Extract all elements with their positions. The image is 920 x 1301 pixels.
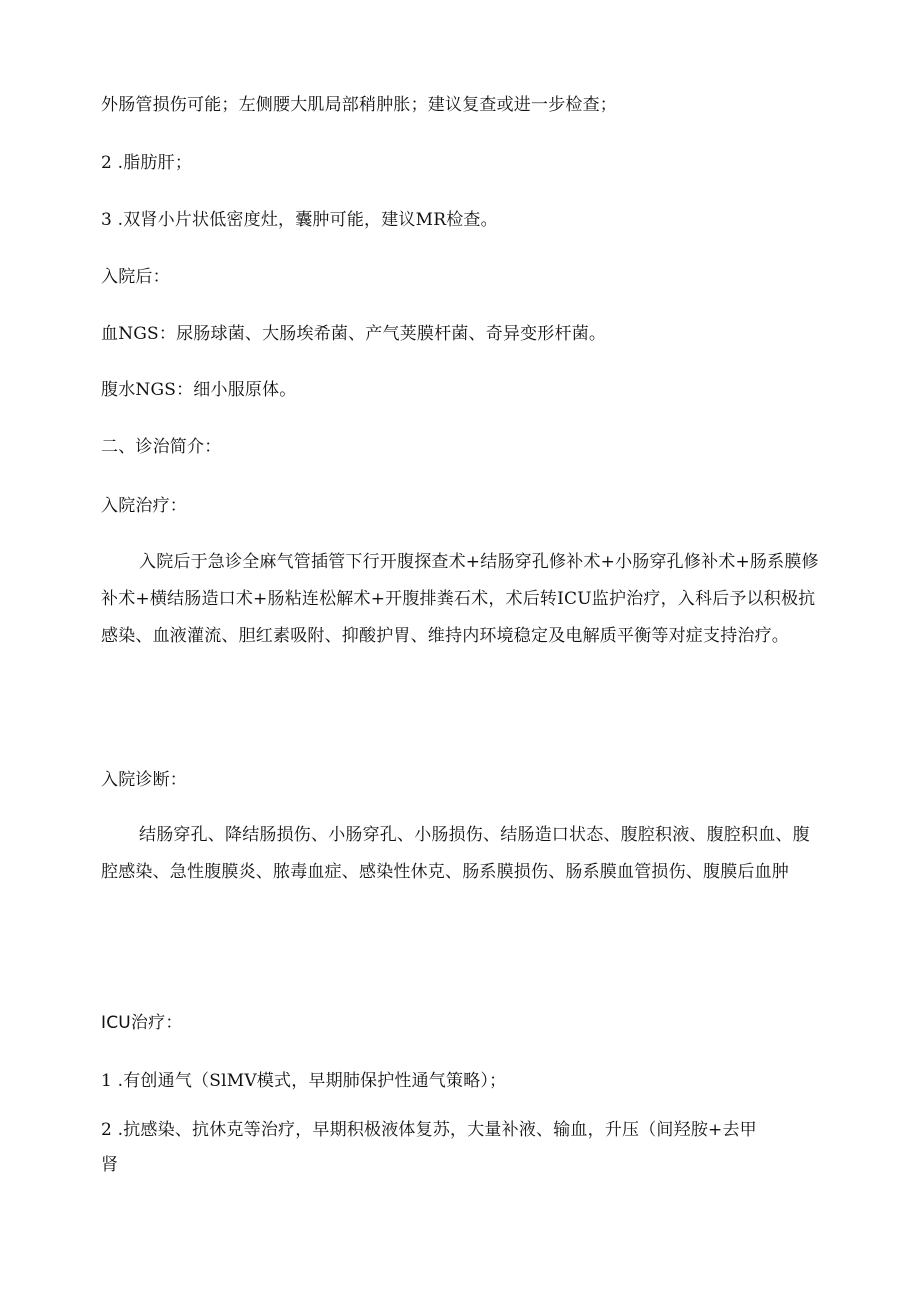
blood-ngs-result: 血NGS：尿肠球菌、大肠埃希菌、产气荚膜杆菌、奇异变形杆菌。 xyxy=(101,324,607,344)
diagnosis-heading: 入院诊断： xyxy=(101,770,187,790)
treatment-paragraph: 入院后于急诊全麻气管插管下行开腹探查术+结肠穿孔修补术+小肠穿孔修补术+肠系膜修补术+横结肠造口术+肠粘连松解术+开腹排粪石术，术后转ICU监护治疗，入科后予以积极抗感染、血液灌流、胆红素吸附、抑酸护胃、维持内环境稳定及电解质平衡等对症支持治疗。 xyxy=(101,552,819,646)
icu-item-1: 1 .有创通气（SlMV模式，早期肺保护性通气策略）； xyxy=(101,1071,507,1091)
diagnosis-paragraph: 结肠穿孔、降结肠损伤、小肠穿孔、小肠损伤、结肠造口状态、腹腔积液、腹腔积血、腹腔感染、急性腹膜炎、脓毒血症、感染性休克、肠系膜损伤、肠系膜血管损伤、腹膜后血肿 xyxy=(101,825,810,882)
after-admission-heading: 入院后： xyxy=(101,267,170,287)
ascites-ngs-result: 腹水NGS：细小服原体。 xyxy=(101,380,297,400)
section2-heading: 二、诊治简介： xyxy=(101,437,222,457)
icu-item-2-line-1: 2 .抗感染、抗休克等治疗，早期积极液体复苏，大量补液、输血，升压（间羟胺+去甲 xyxy=(101,1120,757,1140)
treatment-heading: 入院治疗： xyxy=(101,496,187,516)
icu-item-2-line-2: 肾 xyxy=(101,1155,119,1175)
icu-heading: ICU治疗： xyxy=(101,1013,183,1033)
ct-finding-line-1: 外肠管损伤可能；左侧腰大肌局部稍肿胀；建议复查或进一步检查； xyxy=(101,95,617,115)
ct-finding-line-2: 2 .脂肪肝； xyxy=(101,153,193,173)
ct-finding-line-3: 3 .双肾小片状低密度灶，囊肿可能，建议MR检查。 xyxy=(101,210,498,230)
